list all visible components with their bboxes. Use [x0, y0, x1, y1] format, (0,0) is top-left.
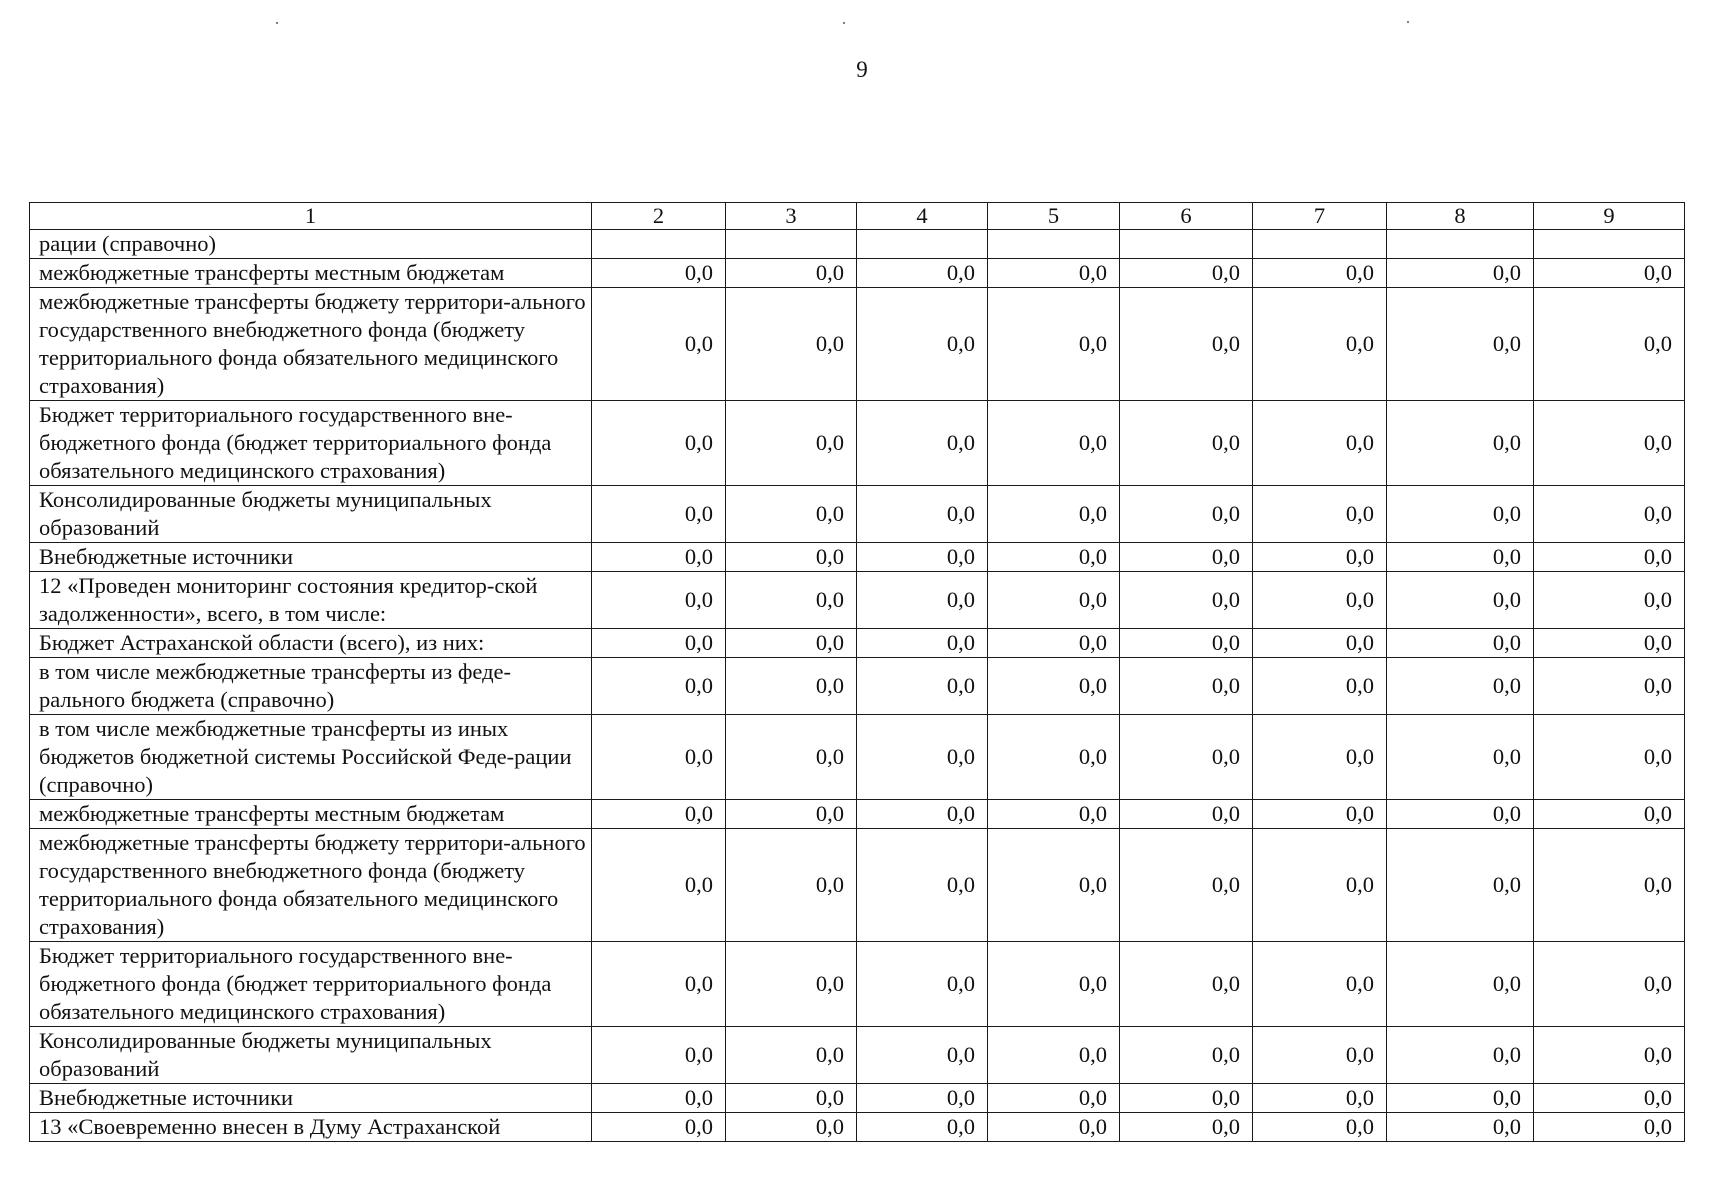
table-row — [30, 230, 1685, 259]
cell-value: 0,0 — [1534, 1027, 1685, 1084]
cell-value: 0,0 — [1387, 1027, 1534, 1084]
cell-value: 0,0 — [1253, 288, 1387, 401]
cell-value: 0,0 — [1534, 486, 1685, 543]
row-label: рации (справочно) — [30, 230, 592, 259]
cell-value: 0,0 — [857, 486, 988, 543]
cell-value: 0,0 — [1253, 658, 1387, 715]
cell-value: 0,0 — [1387, 288, 1534, 401]
cell-value: 0,0 — [726, 829, 857, 942]
cell-value: 0,0 — [1253, 800, 1387, 829]
column-header: 5 — [988, 203, 1120, 230]
column-header: 1 — [30, 203, 592, 230]
cell-value: 0,0 — [1253, 572, 1387, 629]
cell-value: 0,0 — [1387, 942, 1534, 1027]
cell-value: 0,0 — [857, 658, 988, 715]
cell-value: 0,0 — [1534, 259, 1685, 288]
cell-value: 0,0 — [1120, 486, 1253, 543]
cell-value: 0,0 — [592, 486, 726, 543]
cell-value: 0,0 — [1387, 572, 1534, 629]
cell-value: 0,0 — [988, 629, 1120, 658]
row-label: межбюджетные трансферты бюджету территори-ального государственного внебюджетного фонда (бюджету территориального фонда обязательного медицинского страхования) — [30, 288, 592, 401]
cell-value: 0,0 — [726, 486, 857, 543]
cell-value: 0,0 — [857, 1027, 988, 1084]
cell-value: 0,0 — [857, 401, 988, 486]
cell-value: 0,0 — [857, 800, 988, 829]
cell-value: 0,0 — [592, 658, 726, 715]
cell-value: 0,0 — [1534, 800, 1685, 829]
row-label: в том числе межбюджетные трансферты из иных бюджетов бюджетной системы Российской Феде-рации (справочно) — [30, 715, 592, 800]
column-header: 2 — [592, 203, 726, 230]
table-row — [30, 486, 1685, 543]
cell-value: 0,0 — [1253, 715, 1387, 800]
cell-value: 0,0 — [988, 543, 1120, 572]
row-label: Бюджет Астраханской области (всего), из них: — [30, 629, 592, 658]
cell-value: 0,0 — [1534, 629, 1685, 658]
cell-value — [1387, 230, 1534, 259]
cell-value: 0,0 — [988, 572, 1120, 629]
cell-value: 0,0 — [1534, 572, 1685, 629]
table-row — [30, 1084, 1685, 1113]
cell-value: 0,0 — [988, 1113, 1120, 1142]
table-row — [30, 715, 1685, 800]
cell-value: 0,0 — [726, 629, 857, 658]
cell-value: 0,0 — [857, 829, 988, 942]
cell-value: 0,0 — [1253, 829, 1387, 942]
column-header: 6 — [1120, 203, 1253, 230]
column-header: 9 — [1534, 203, 1685, 230]
cell-value: 0,0 — [857, 629, 988, 658]
table-row — [30, 288, 1685, 401]
cell-value: 0,0 — [1534, 288, 1685, 401]
cell-value: 0,0 — [857, 1084, 988, 1113]
row-label: межбюджетные трансферты бюджету территори-ального государственного внебюджетного фонда (бюджету территориального фонда обязательного медицинского страхования) — [30, 829, 592, 942]
table-row — [30, 629, 1685, 658]
cell-value: 0,0 — [988, 800, 1120, 829]
cell-value: 0,0 — [988, 829, 1120, 942]
cell-value — [1120, 230, 1253, 259]
cell-value: 0,0 — [1387, 800, 1534, 829]
cell-value: 0,0 — [1387, 401, 1534, 486]
cell-value: 0,0 — [1120, 259, 1253, 288]
row-label: Бюджет территориального государственного вне-бюджетного фонда (бюджет территориального фонда обязательного медицинского страхования) — [30, 942, 592, 1027]
column-header: 7 — [1253, 203, 1387, 230]
table-row — [30, 942, 1685, 1027]
cell-value: 0,0 — [592, 401, 726, 486]
cell-value: 0,0 — [592, 629, 726, 658]
cell-value: 0,0 — [988, 658, 1120, 715]
cell-value: 0,0 — [1120, 572, 1253, 629]
table-row — [30, 829, 1685, 942]
cell-value: 0,0 — [1534, 401, 1685, 486]
cell-value: 0,0 — [1253, 1027, 1387, 1084]
cell-value: 0,0 — [857, 259, 988, 288]
table-row — [30, 401, 1685, 486]
cell-value: 0,0 — [1253, 543, 1387, 572]
cell-value: 0,0 — [1534, 658, 1685, 715]
cell-value: 0,0 — [988, 1084, 1120, 1113]
cell-value — [988, 230, 1120, 259]
cell-value: 0,0 — [592, 715, 726, 800]
cell-value — [1253, 230, 1387, 259]
cell-value — [857, 230, 988, 259]
cell-value: 0,0 — [1387, 1113, 1534, 1142]
table-row — [30, 572, 1685, 629]
column-number-row — [30, 203, 1685, 230]
cell-value: 0,0 — [726, 572, 857, 629]
page-number: 9 — [856, 57, 868, 82]
cell-value: 0,0 — [592, 259, 726, 288]
cell-value: 0,0 — [726, 942, 857, 1027]
row-label: 13 «Своевременно внесен в Думу Астраханской — [30, 1113, 592, 1142]
cell-value: 0,0 — [988, 1027, 1120, 1084]
cell-value: 0,0 — [857, 942, 988, 1027]
row-label: Консолидированные бюджеты муниципальных образований — [30, 486, 592, 543]
cell-value: 0,0 — [1534, 715, 1685, 800]
cell-value: 0,0 — [857, 572, 988, 629]
cell-value: 0,0 — [1253, 401, 1387, 486]
cell-value: 0,0 — [1120, 1027, 1253, 1084]
table-row — [30, 1027, 1685, 1084]
cell-value: 0,0 — [726, 715, 857, 800]
cell-value: 0,0 — [592, 800, 726, 829]
table-row — [30, 543, 1685, 572]
cell-value: 0,0 — [1253, 486, 1387, 543]
row-label: межбюджетные трансферты местным бюджетам — [30, 259, 592, 288]
cell-value: 0,0 — [1120, 942, 1253, 1027]
row-label: в том числе межбюджетные трансферты из феде-рального бюджета (справочно) — [30, 658, 592, 715]
cell-value: 0,0 — [1120, 715, 1253, 800]
cell-value: 0,0 — [857, 715, 988, 800]
cell-value: 0,0 — [1534, 1084, 1685, 1113]
cell-value: 0,0 — [1534, 1113, 1685, 1142]
cell-value: 0,0 — [988, 942, 1120, 1027]
cell-value — [726, 230, 857, 259]
cell-value: 0,0 — [1387, 486, 1534, 543]
cell-value: 0,0 — [1120, 1113, 1253, 1142]
table-row — [30, 259, 1685, 288]
cell-value: 0,0 — [592, 543, 726, 572]
cell-value: 0,0 — [857, 1113, 988, 1142]
cell-value: 0,0 — [988, 288, 1120, 401]
cell-value: 0,0 — [592, 1084, 726, 1113]
cell-value: 0,0 — [1120, 829, 1253, 942]
cell-value: 0,0 — [592, 942, 726, 1027]
cell-value: 0,0 — [1120, 288, 1253, 401]
scan-speck — [1407, 21, 1409, 23]
scan-speck — [843, 22, 845, 24]
cell-value: 0,0 — [1120, 401, 1253, 486]
cell-value: 0,0 — [1253, 259, 1387, 288]
cell-value: 0,0 — [988, 401, 1120, 486]
column-header: 8 — [1387, 203, 1534, 230]
cell-value: 0,0 — [1253, 1084, 1387, 1113]
table-row — [30, 1113, 1685, 1142]
cell-value: 0,0 — [1387, 543, 1534, 572]
cell-value: 0,0 — [1253, 629, 1387, 658]
cell-value: 0,0 — [726, 1027, 857, 1084]
cell-value: 0,0 — [1253, 1113, 1387, 1142]
cell-value: 0,0 — [1534, 942, 1685, 1027]
scan-speck — [276, 22, 278, 24]
row-label: Внебюджетные источники — [30, 1084, 592, 1113]
cell-value: 0,0 — [1120, 658, 1253, 715]
cell-value: 0,0 — [1387, 1084, 1534, 1113]
cell-value: 0,0 — [988, 259, 1120, 288]
cell-value: 0,0 — [988, 486, 1120, 543]
cell-value: 0,0 — [592, 829, 726, 942]
cell-value: 0,0 — [1120, 543, 1253, 572]
cell-value: 0,0 — [857, 288, 988, 401]
cell-value: 0,0 — [988, 715, 1120, 800]
cell-value: 0,0 — [1120, 629, 1253, 658]
cell-value: 0,0 — [592, 288, 726, 401]
cell-value: 0,0 — [726, 1084, 857, 1113]
row-label: Консолидированные бюджеты муниципальных образований — [30, 1027, 592, 1084]
cell-value: 0,0 — [726, 1113, 857, 1142]
cell-value: 0,0 — [857, 543, 988, 572]
cell-value: 0,0 — [726, 800, 857, 829]
cell-value — [592, 230, 726, 259]
cell-value: 0,0 — [1120, 800, 1253, 829]
cell-value: 0,0 — [1387, 715, 1534, 800]
column-header: 4 — [857, 203, 988, 230]
cell-value: 0,0 — [726, 259, 857, 288]
table-row — [30, 658, 1685, 715]
cell-value: 0,0 — [1253, 942, 1387, 1027]
cell-value: 0,0 — [726, 288, 857, 401]
cell-value: 0,0 — [1534, 543, 1685, 572]
cell-value — [1534, 230, 1685, 259]
cell-value: 0,0 — [592, 572, 726, 629]
cell-value: 0,0 — [592, 1027, 726, 1084]
cell-value: 0,0 — [592, 1113, 726, 1142]
row-label: Бюджет территориального государственного вне-бюджетного фонда (бюджет территориального фонда обязательного медицинского страхования) — [30, 401, 592, 486]
row-label: 12 «Проведен мониторинг состояния кредитор-ской задолженности», всего, в том числе: — [30, 572, 592, 629]
row-label: межбюджетные трансферты местным бюджетам — [30, 800, 592, 829]
cell-value: 0,0 — [1534, 829, 1685, 942]
row-label: Внебюджетные источники — [30, 543, 592, 572]
column-header: 3 — [726, 203, 857, 230]
cell-value: 0,0 — [726, 658, 857, 715]
cell-value: 0,0 — [1120, 1084, 1253, 1113]
cell-value: 0,0 — [1387, 259, 1534, 288]
budget-table — [29, 202, 1685, 1142]
cell-value: 0,0 — [1387, 829, 1534, 942]
cell-value: 0,0 — [1387, 658, 1534, 715]
cell-value: 0,0 — [726, 543, 857, 572]
cell-value: 0,0 — [1387, 629, 1534, 658]
cell-value: 0,0 — [726, 401, 857, 486]
table-row — [30, 800, 1685, 829]
